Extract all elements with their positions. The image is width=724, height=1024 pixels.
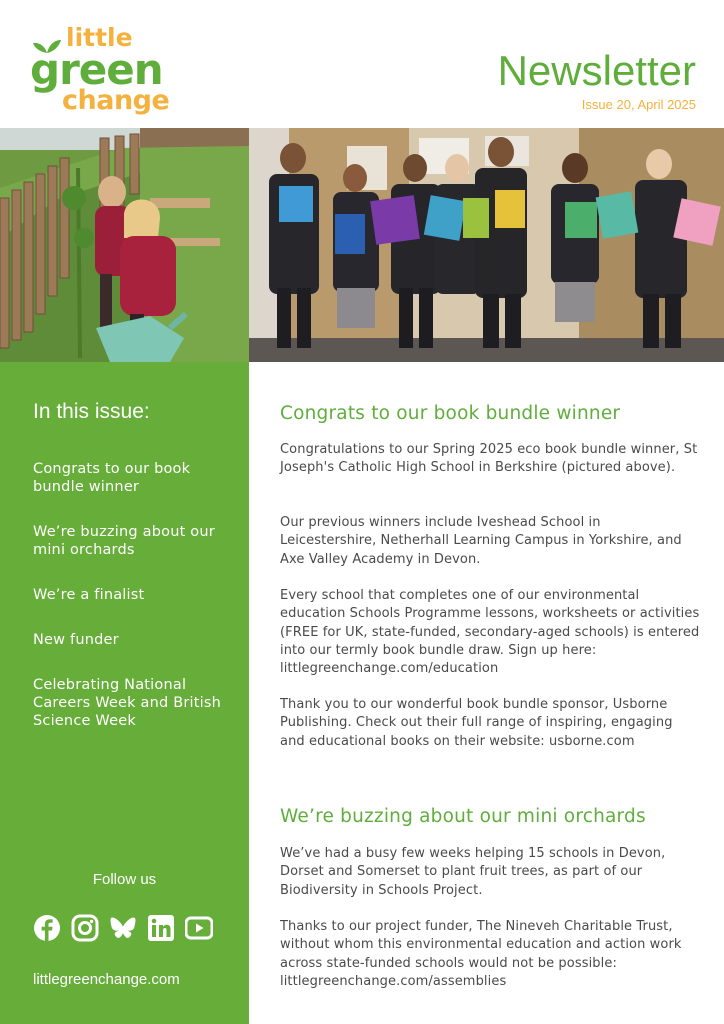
logo-word-change: change xyxy=(62,85,170,116)
paragraph: Thanks to our project funder, The Nineveh Charitable Trust, without whom this environmental education and action work across state-funded schools would not be possible: littlegreenchange.com/assemblies xyxy=(280,919,682,989)
bluesky-icon[interactable] xyxy=(109,914,137,942)
paragraph: Thank you to our wonderful book bundle sponsor, Usborne Publishing. Check out their full range of inspiring, engaging and educational books on their website: usborne.com xyxy=(280,697,673,749)
issue-label: Issue 20, April 2025 xyxy=(581,97,696,112)
paragraph: We’ve had a busy few weeks helping 15 schools in Devon, Dorset and Somerset to plant fruit trees, as part of our Biodiversity in Schools Project. xyxy=(280,846,666,898)
little-green-change-logo[interactable] xyxy=(30,24,190,120)
toc-item-book-bundle-winner[interactable]: Congrats to our book bundle winner xyxy=(33,461,191,495)
newsletter-title: Newsletter xyxy=(497,47,696,94)
paragraph: Every school that completes one of our environmental education Schools Programme lessons, worksheets or activities (FREE for UK, state-funded, secondary-aged schools) is entered into our termly book bundle draw. Sign up here: littlegreenchange.com/education xyxy=(280,588,700,677)
linkedin-icon[interactable] xyxy=(147,914,175,942)
logo-word-green: green xyxy=(30,45,163,94)
logo-word-little: little xyxy=(66,23,133,52)
youtube-icon[interactable] xyxy=(185,914,213,942)
social-links xyxy=(33,914,213,942)
toc-item-careers-science-week[interactable]: Celebrating National Careers Week and British Science Week xyxy=(33,677,222,729)
photo-children-planting xyxy=(0,128,249,362)
toc-item-mini-orchards[interactable]: We’re buzzing about our mini orchards xyxy=(33,524,215,558)
table-of-contents xyxy=(33,460,233,757)
paragraph: Congratulations to our Spring 2025 eco book bundle winner, St Joseph's Catholic High School in Berkshire (pictured above). xyxy=(280,442,698,476)
follow-us-label: Follow us xyxy=(92,871,157,888)
instagram-icon[interactable] xyxy=(71,914,99,942)
sidebar xyxy=(0,362,249,1024)
website-link[interactable]: littlegreenchange.com xyxy=(33,971,180,988)
section-title-book-bundle: Congrats to our book bundle winner xyxy=(280,403,621,424)
header xyxy=(0,0,724,128)
photo-book-bundle-winners xyxy=(249,128,724,362)
toc-item-new-funder[interactable]: New funder xyxy=(33,632,119,648)
facebook-icon[interactable] xyxy=(33,914,61,942)
section-title-mini-orchards: We’re buzzing about our mini orchards xyxy=(280,806,646,827)
toc-item-finalist[interactable]: We’re a finalist xyxy=(33,587,145,603)
paragraph: Our previous winners include Iveshead School in Leicestershire, Netherhall Learning Campus in Yorkshire, and Axe Valley Academy in Devon. xyxy=(280,515,682,567)
in-this-issue-heading: In this issue: xyxy=(33,400,150,423)
